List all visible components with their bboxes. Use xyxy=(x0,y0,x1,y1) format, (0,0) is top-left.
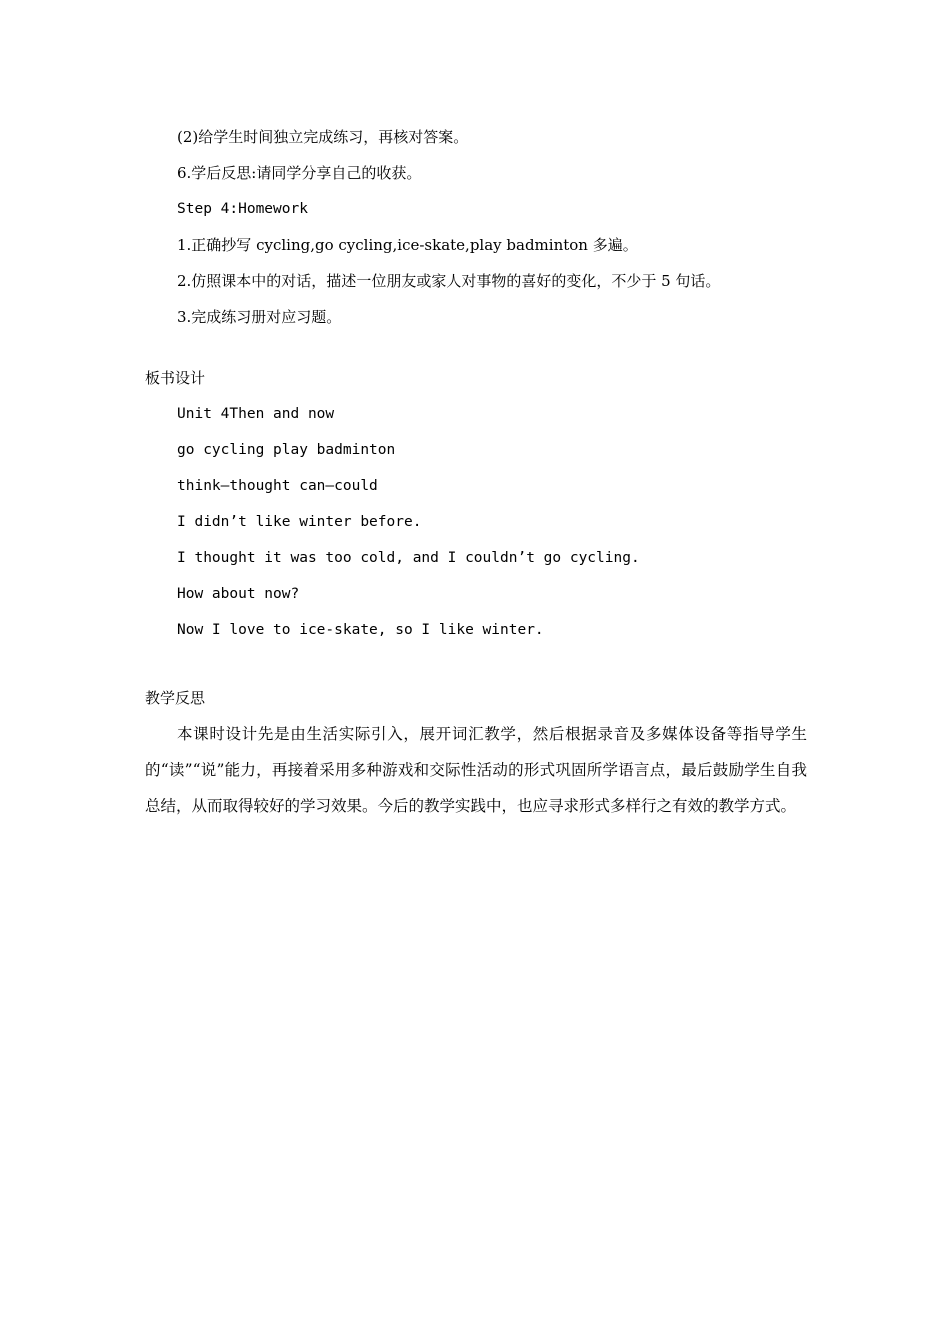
homework-item-2: 2.仿照课本中的对话，描述一位朋友或家人对事物的喜好的变化，不少于 5 句话。 xyxy=(177,272,721,290)
board-line-2: go cycling play badminton xyxy=(177,442,396,458)
activity-item-6: 6.学后反思:请同学分享自己的收获。 xyxy=(177,164,422,182)
teaching-reflection-paragraph: 本课时设计先是由生活实际引入，展开词汇教学，然后根据录音及多媒体设备等指导学生的“读”“说”能力，再接着采用多种游戏和交际性活动的形式巩固所学语言点，最后鼓励学生自我总结，从而取得较好的学习效果。今后的教学实践中，也应寻求形式多样行之有效的教学方式。 xyxy=(145,725,807,815)
homework-item-3: 3.完成练习册对应习题。 xyxy=(177,308,342,326)
board-line-7: Now I love to ice-skate, so I like winter. xyxy=(177,622,544,638)
board-line-1: Unit 4Then and now xyxy=(177,406,335,422)
teaching-reflection-heading: 教学反思 xyxy=(145,689,206,707)
board-line-6: How about now? xyxy=(177,586,300,602)
board-line-5: I thought it was too cold, and I couldn’t go cycling. xyxy=(177,550,640,566)
board-line-4: I didn’t like winter before. xyxy=(177,514,422,530)
board-line-3: think—thought can—could xyxy=(177,478,378,494)
homework-item-1: 1.正确抄写 cycling,go cycling,ice-skate,play badminton 多遍。 xyxy=(177,236,638,254)
board-design-heading: 板书设计 xyxy=(145,369,206,387)
homework-heading: Step 4:Homework xyxy=(177,201,308,217)
activity-item-2: (2)给学生时间独立完成练习，再核对答案。 xyxy=(177,128,469,146)
